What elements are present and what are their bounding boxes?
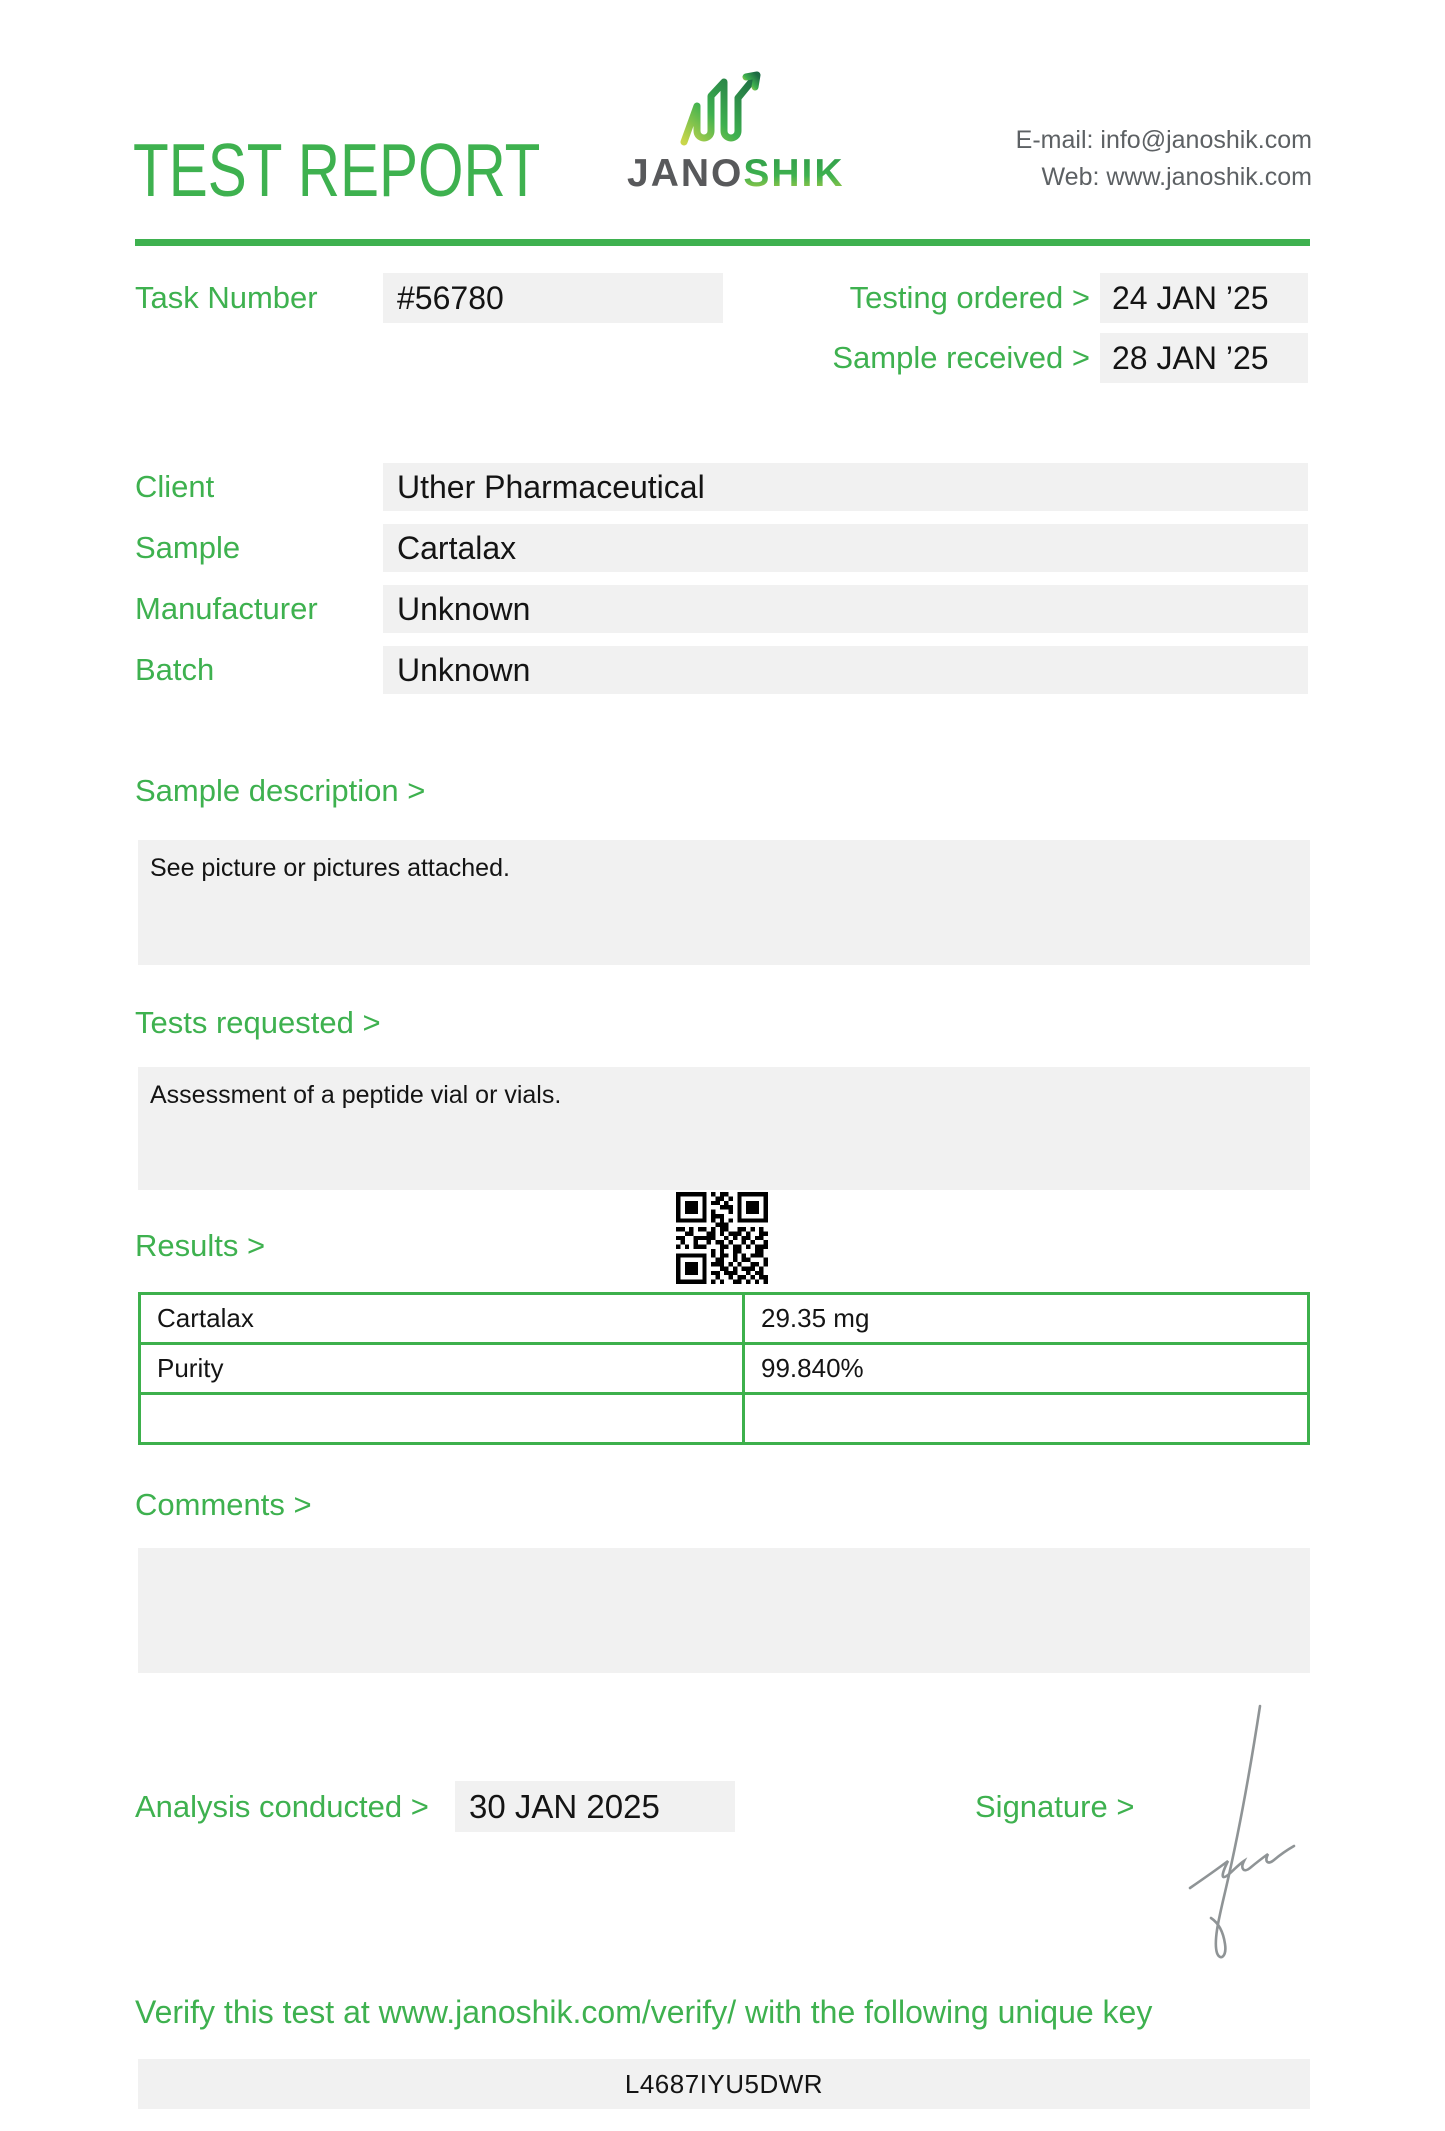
analysis-date-value: 30 JAN 2025 [469,1788,660,1825]
task-number-value: #56780 [397,280,504,316]
contact-web: Web: www.janoshik.com [1041,163,1312,191]
sample-label: Sample [135,530,241,565]
sample-field [383,524,1308,572]
verification-qr-code [676,1192,768,1284]
manufacturer-value: Unknown [397,591,531,627]
results-table [138,1292,1310,1445]
tests-requested-heading: Tests requested > [135,1005,381,1040]
sample-received-value: 28 JAN ’25 [1112,340,1269,376]
sample-received-field [1100,333,1308,383]
result-name-cell: Cartalax [140,1294,744,1344]
contact-email: E-mail: info@janoshik.com [1015,126,1312,154]
comments-heading: Comments > [135,1487,312,1522]
sample-description-box [138,840,1310,965]
result-name-cell [140,1394,744,1444]
brand-logo-text [627,152,845,196]
analysis-conducted-label: Analysis conducted > [135,1789,429,1824]
manufacturer-label: Manufacturer [135,591,318,626]
comments-text [138,1548,1310,1576]
result-name-cell: Purity [140,1344,744,1394]
signature-label: Signature > [975,1789,1135,1824]
client-value: Uther Pharmaceutical [397,469,705,505]
tests-requested-box [138,1067,1310,1190]
task-number-field [383,273,723,323]
result-value-cell: 99.840% [744,1344,1309,1394]
table-row [140,1394,1309,1444]
sample-value: Cartalax [397,530,517,566]
batch-value: Unknown [397,652,531,688]
client-field [383,463,1308,511]
batch-label: Batch [135,652,215,687]
verify-key-box [138,2059,1310,2109]
growth-chart-arrow-icon [678,68,770,150]
table-row [140,1344,1309,1394]
results-heading: Results > [135,1228,266,1263]
task-number-label: Task Number [135,280,318,315]
verify-instruction-text: Verify this test at www.janoshik.com/verify/ with the following unique key [135,1994,1153,2030]
sample-description-text: See picture or pictures attached. [150,854,510,882]
sample-received-label: Sample received > [832,340,1090,375]
manufacturer-field [383,585,1308,633]
analysis-date-field [455,1781,735,1832]
result-value-cell [744,1394,1309,1444]
sample-description-heading: Sample description > [135,773,426,808]
signature-image [1160,1700,1320,1970]
page-title: TEST REPORT [133,128,541,212]
table-row [140,1294,1309,1344]
testing-ordered-value: 24 JAN ’25 [1112,280,1269,316]
tests-requested-text: Assessment of a peptide vial or vials. [150,1081,562,1109]
brand-logo-green-part: SHIK [743,152,845,195]
verify-key-value: L4687IYU5DWR [624,2069,824,2099]
client-label: Client [135,469,215,504]
testing-ordered-label: Testing ordered > [849,280,1090,315]
header-divider [135,239,1310,246]
batch-field [383,646,1308,694]
result-value-cell: 29.35 mg [744,1294,1309,1344]
brand-logo-dark-part: JANO [627,152,744,195]
contact-block [1016,122,1312,196]
comments-box [138,1548,1310,1673]
testing-ordered-field [1100,273,1308,323]
